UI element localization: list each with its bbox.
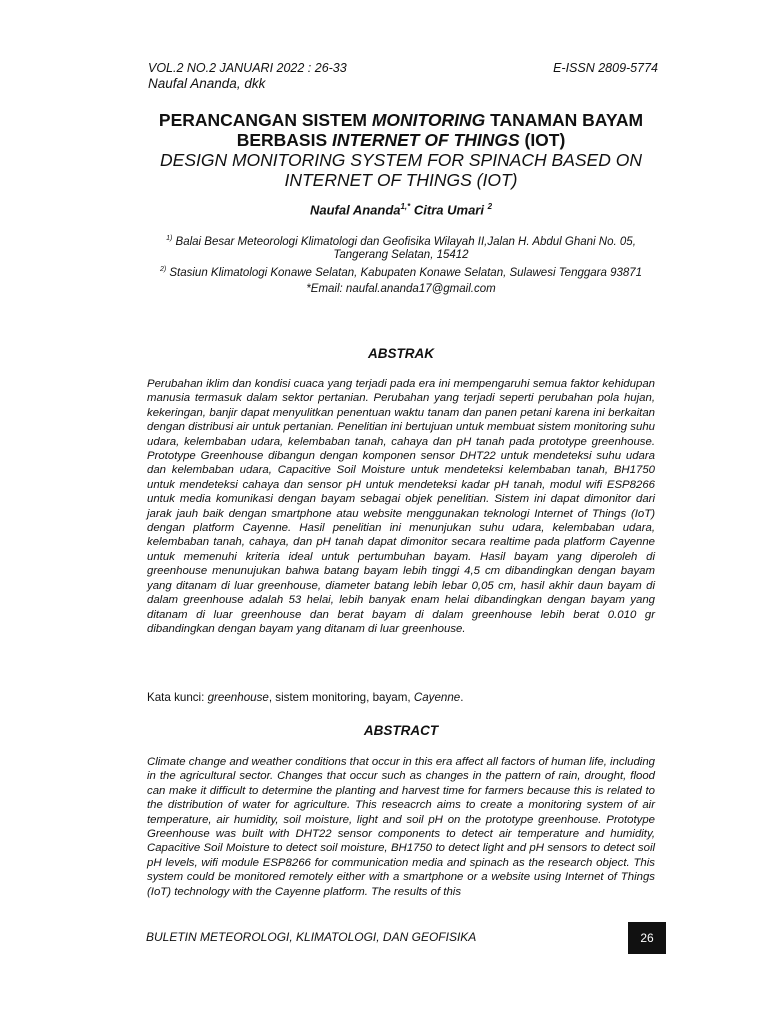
- title-english: DESIGN MONITORING SYSTEM FOR SPINACH BASED ON INTERNET OF THINGS (IOT): [160, 150, 642, 190]
- volume-info: VOL.2 NO.2 JANUARI 2022 : 26-33: [148, 61, 347, 75]
- corresponding-email: *Email: naufal.ananda17@gmail.com: [306, 283, 496, 296]
- affiliations: [140, 232, 662, 297]
- paper-title: [140, 110, 662, 190]
- issn: E-ISSN 2809-5774: [553, 61, 658, 75]
- abstract-body: Climate change and weather conditions that occur in this era affect all factors of human life, including in the agricultural sector. Changes that occur such as changes in the pattern of rain, drought, flood can make it difficult to determine the planting and harvest time for farmers because this is related to the distribution of water for agriculture. This reseacrch aims to create a monitoring system of air temperature, air humidity, soil moisture, light and soil pH on the prototype greenhouse. Prototype Greenhouse was built with DHT22 sensor components to detect air temperature and humidity, Capacitive Soil Moisture to detect soil moisture, BH1750 to detect light and pH sensors to detect soil pH levels, wifi module ESP8266 for communication media and spinach as the research object. This system could be monitored remotely either with a smartphone or a website using Internet of Things (IoT) technology with the Cayenne platform. The results of this: [147, 756, 655, 898]
- journal-name: BULETIN METEOROLOGI, KLIMATOLOGI, DAN GEOFISIKA: [146, 930, 477, 944]
- page-number: 26: [628, 922, 666, 954]
- abstract-heading: ABSTRACT: [363, 723, 439, 738]
- title-indonesian: PERANCANGAN SISTEM MONITORING TANAMAN BAYAM BERBASIS INTERNET OF THINGS (IOT): [158, 110, 644, 150]
- keywords: Kata kunci: greenhouse, sistem monitoring, bayam, Cayenne.: [147, 691, 464, 704]
- affiliation-1: $^{1)}$ Balai Besar Meteorologi Klimatologi dan Geofisika Wilayah II,Jalan H. Abdul Ghani No. 05, Tangerang Selatan, 15412: [166, 235, 636, 262]
- author-short: Naufal Ananda, dkk: [148, 76, 266, 91]
- affiliation-2: $^{2)}$ Stasiun Klimatologi Konawe Selatan, Kabupaten Konawe Selatan, Sulawesi Tenggara 93871: [159, 265, 643, 279]
- abstrak-heading: ABSTRAK: [368, 346, 434, 361]
- abstrak-body: Perubahan iklim dan kondisi cuaca yang terjadi pada era ini mempengaruhi semua faktor kehidupan manusia termasuk dalam sektor pertanian. Perubahan yang terjadi seperti perubahan pola hujan, kekeringan, banjir dapat menyulitkan penentuan waktu tanam dan panen petani karena ini berkaitan dengan distribusi air untuk pertanian. Penelitian ini bertujuan untuk membuat sistem monitoring suhu udara, kelembaban udara, kelembaban tanah, cahaya dan pH tanah pada prototype greenhouse. Prototype Greenhouse dibangun dengan komponen sensor DHT22 untuk mendeteksi suhu udara dan kelembaban udara, Capacitive Soil Moisture untuk mendeteksi kelembaban tanah, BH1750 untuk mendeteksi cahaya dan sensor pH untuk mendeteksi kadar pH tanah, modul wifi ESP8266 untuk media komunikasi dengan bayam sebagai objek penelitian. Sistem ini dapat dimonitor dari jarak jauh baik dengan smartphone atau website menggunakan teknologi Internet of Things (IoT) dengan platform Cayenne. Hasil penelitian ini menunjukan suhu udara, kelembaban udara, kelembaban tanah, cahaya, dan pH tanah dapat dimonitor secara realtime pada platform Cayenne untuk memenuhi kriteria ideal untuk pertumbuhan bayam. Hasil bayam yang diperoleh di greenhouse menunujukan bahwa batang bayam lebih tinggi 4,5 cm dibandingkan dengan bayam yang ditanam di luar greenhouse, diameter batang lebih lebar 0,05 cm, hasil akhir daun bayam di dalam greenhouse adalah 53 helai, lebih banyak enam helai dibandingkan dengan bayam yang ditanam di luar greenhouse dan berat bayam di dalam greenhouse lebih berat 0.010 gr dibandingkan dengan bayam yang ditanam di luar greenhouse.: [147, 378, 655, 635]
- authors: Naufal Ananda$^{1,*}$ Citra Umari $^2$: [309, 202, 493, 218]
- running-header-left: [148, 61, 347, 91]
